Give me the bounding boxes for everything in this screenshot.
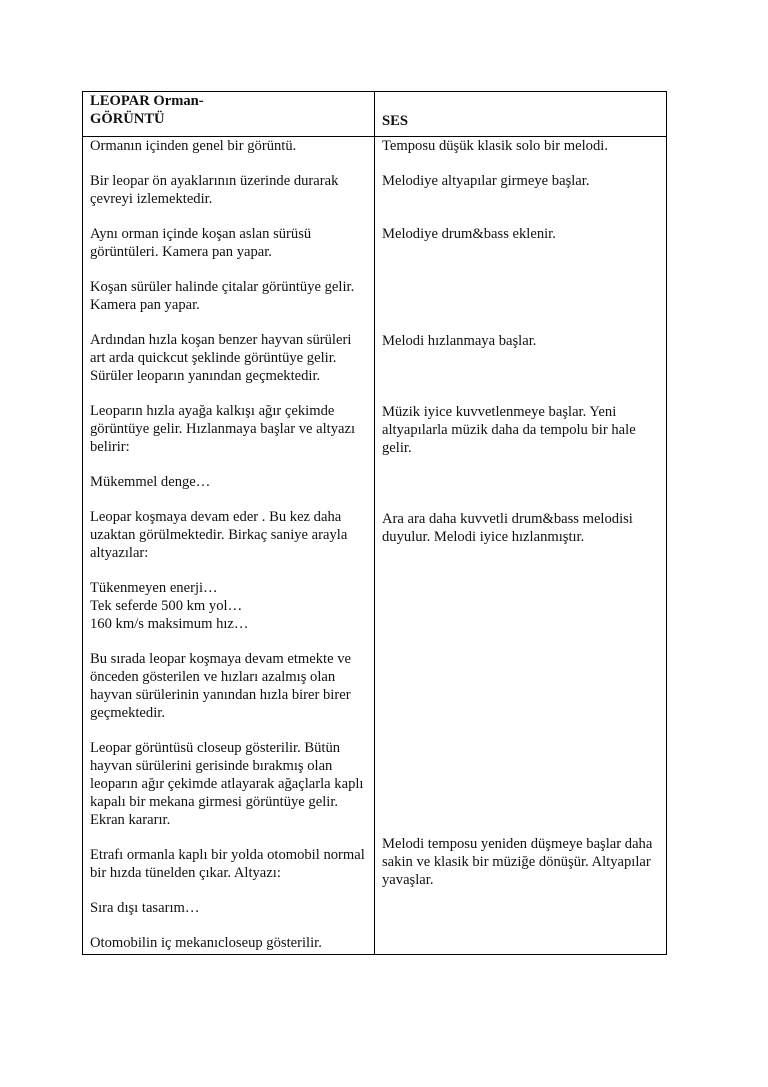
- goruntu-paragraph: Leopar görüntüsü closeup gösterilir. Bütün hayvan sürülerini gerisinde bırakmış olan leoparın ağır çekimde atlayarak ağaçlarla kaplı kapalı bir mekana girmesi görüntüye gelir. Ekran kararır.: [90, 740, 364, 828]
- subtitle-text: Mükemmel denge…: [90, 474, 211, 490]
- goruntu-paragraph: Koşan sürüler halinde çitalar görüntüye gelir. Kamera pan yapar.: [90, 279, 355, 313]
- document-title: LEOPAR Orman-: [90, 93, 204, 109]
- ses-paragraph: Melodi temposu yeniden düşmeye başlar daha sakin ve klasik bir müziğe dönüşür. Altyapılar yavaşlar.: [382, 836, 653, 888]
- subtitle-text: Sıra dışı tasarım…: [90, 900, 200, 916]
- content-row: [83, 137, 667, 955]
- ses-column-header: SES: [375, 92, 667, 137]
- goruntu-column: [83, 137, 375, 955]
- goruntu-paragraph: Leopar koşmaya devam eder . Bu kez daha uzaktan görülmektedir. Birkaç saniye arayla altyazılar:: [90, 509, 348, 561]
- ses-column: [375, 137, 667, 955]
- goruntu-paragraph: Ardından hızla koşan benzer hayvan sürüleri art arda quickcut şeklinde görüntüye gelir. Sürüler leoparın yanından geçmektedir.: [90, 332, 352, 384]
- goruntu-paragraph: Bu sırada leopar koşmaya devam etmekte ve önceden gösterilen ve hızları azalmış olan hayvan sürülerinin yanından hızla birer birer geçmektedir.: [90, 651, 351, 721]
- subtitle-text: 160 km/s maksimum hız…: [90, 616, 249, 632]
- goruntu-paragraph: Ormanın içinden genel bir görüntü.: [90, 138, 297, 154]
- subtitle-list: [90, 579, 368, 633]
- header-left-cell: [83, 92, 375, 137]
- ses-paragraph: Melodi hızlanmaya başlar.: [382, 333, 537, 349]
- ses-paragraph: Ara ara daha kuvvetli drum&bass melodisi duyulur. Melodi iyice hızlanmıştır.: [382, 511, 633, 545]
- ses-paragraph: Müzik iyice kuvvetlenmeye başlar. Yeni altyapılarla müzik daha da tempolu bir hale gelir.: [382, 404, 636, 456]
- ses-paragraph: Melodiye altyapılar girmeye başlar.: [382, 173, 590, 189]
- subtitle-text: Tükenmeyen enerji…: [90, 580, 218, 596]
- goruntu-paragraph: Etrafı ormanla kaplı bir yolda otomobil normal bir hızda tünelden çıkar. Altyazı:: [90, 847, 365, 881]
- goruntu-paragraph: Otomobilin iç mekanıcloseup gösterilir.: [90, 935, 322, 951]
- goruntu-paragraph: Leoparın hızla ayağa kalkışı ağır çekimde görüntüye gelir. Hızlanmaya başlar ve altyazı belirir:: [90, 403, 356, 455]
- ses-paragraph: Melodiye drum&bass eklenir.: [382, 226, 556, 242]
- script-table: [82, 91, 667, 955]
- goruntu-paragraph: Aynı orman içinde koşan aslan sürüsü görüntüleri. Kamera pan yapar.: [90, 226, 312, 260]
- goruntu-column-header: GÖRÜNTÜ: [90, 111, 165, 127]
- header-row: [83, 92, 667, 137]
- goruntu-paragraph: Bir leopar ön ayaklarının üzerinde durarak çevreyi izlemektedir.: [90, 173, 339, 207]
- subtitle-text: Tek seferde 500 km yol…: [90, 598, 243, 614]
- ses-paragraph: Temposu düşük klasik solo bir melodi.: [382, 138, 608, 154]
